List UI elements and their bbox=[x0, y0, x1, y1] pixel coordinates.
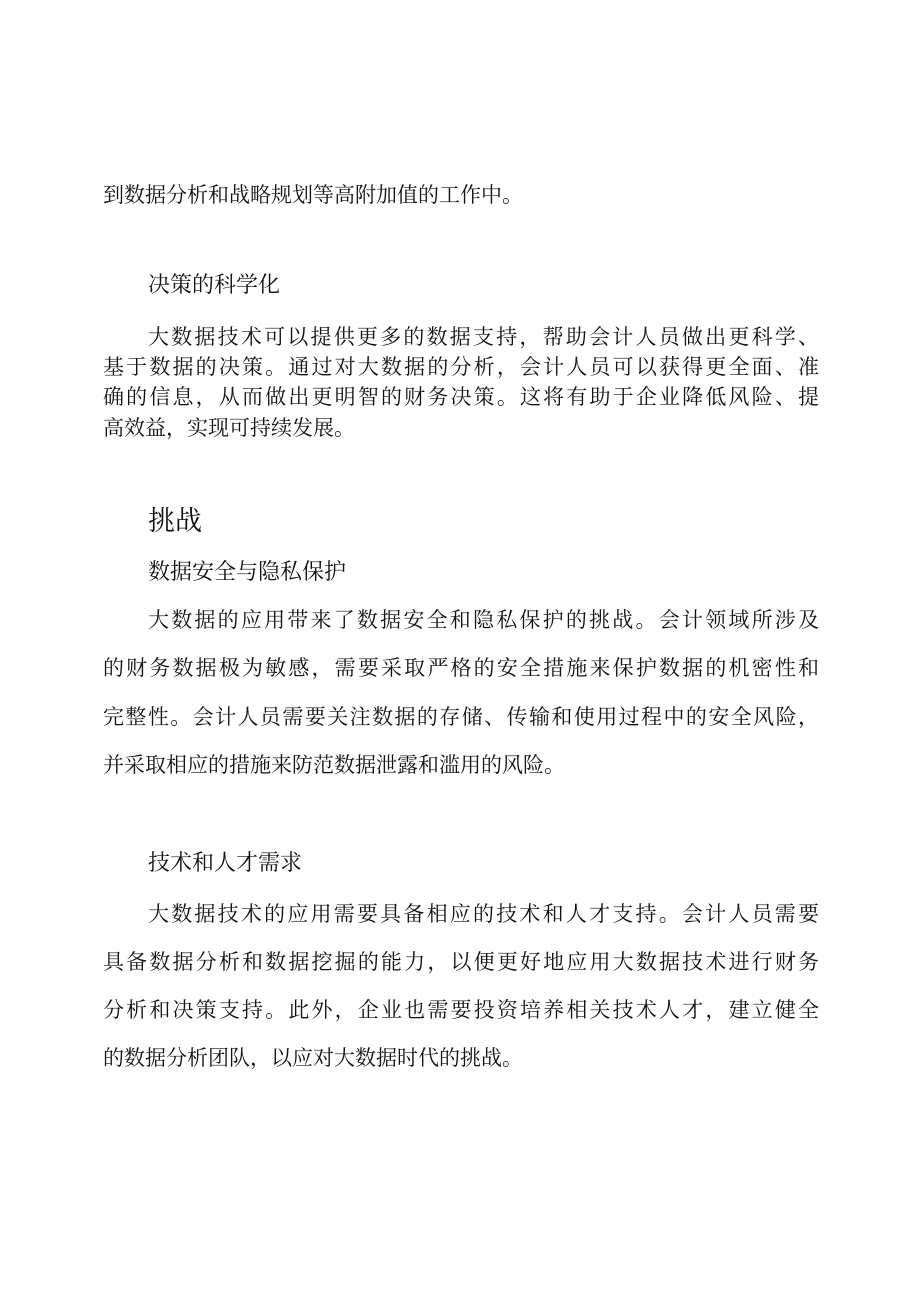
paragraph-line: 大数据的应用带来了数据安全和隐私保护的挑战。会计领域所涉及 bbox=[148, 608, 819, 632]
paragraph-line: 的数据分析团队，以应对大数据时代的挑战。 bbox=[103, 1046, 523, 1070]
paragraph-line: 大数据技术的应用需要具备相应的技术和人才支持。会计人员需要 bbox=[148, 902, 819, 926]
section-heading-decision: 决策的科学化 bbox=[148, 273, 281, 298]
paragraph-line: 并采取相应的措施来防范数据泄露和滥用的风险。 bbox=[103, 753, 565, 777]
paragraph-line: 的财务数据极为敏感，需要采取严格的安全措施来保护数据的机密性和 bbox=[103, 656, 819, 680]
paragraph-line: 具备数据分析和数据挖掘的能力，以便更好地应用大数据技术进行财务 bbox=[103, 950, 819, 974]
paragraph-line: 到数据分析和战略规划等高附加值的工作中。 bbox=[103, 183, 523, 207]
paragraph-line: 大数据技术可以提供更多的数据支持，帮助会计人员做出更科学、 bbox=[148, 325, 819, 349]
section-heading-security: 数据安全与隐私保护 bbox=[148, 560, 347, 585]
paragraph-line: 高效益，实现可持续发展。 bbox=[103, 416, 355, 440]
paragraph-line: 基于数据的决策。通过对大数据的分析，会计人员可以获得更全面、准 bbox=[103, 355, 819, 379]
paragraph-line: 完整性。会计人员需要关注数据的存储、传输和使用过程中的安全风险， bbox=[103, 705, 819, 729]
paragraph-line: 分析和决策支持。此外，企业也需要投资培养相关技术人才，建立健全 bbox=[103, 998, 819, 1022]
paragraph-line: 确的信息，从而做出更明智的财务决策。这将有助于企业降低风险、提 bbox=[103, 385, 819, 409]
section-heading-talent: 技术和人才需求 bbox=[148, 851, 303, 876]
chapter-heading-challenges: 挑战 bbox=[148, 506, 202, 537]
